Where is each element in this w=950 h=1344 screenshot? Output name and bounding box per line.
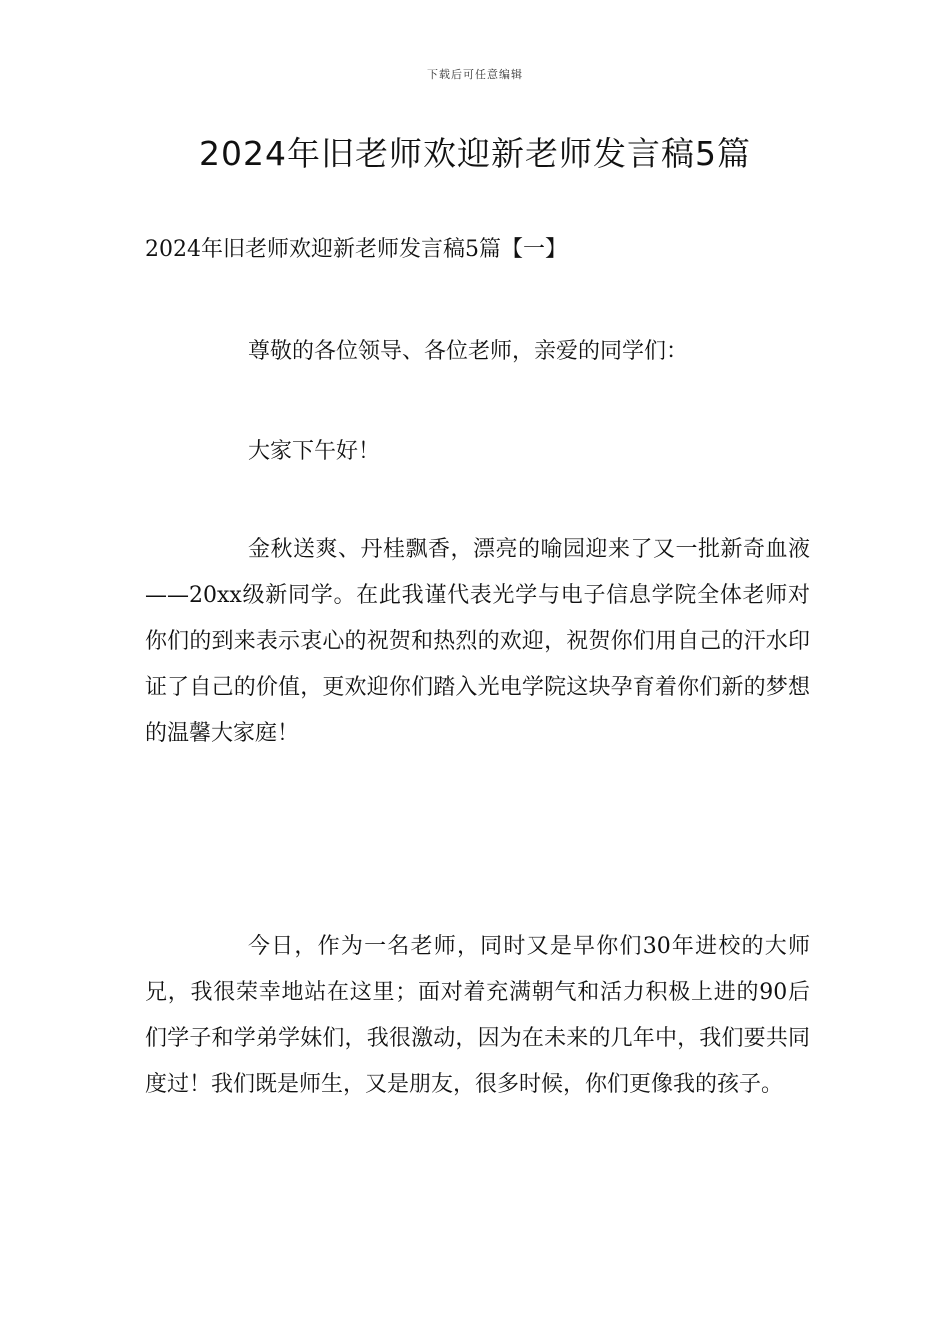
paragraph-welcome: 金秋送爽、丹桂飘香，漂亮的喻园迎来了又一批新奇血液——20xx级新同学。在此我谨代表光学与电子信息学院全体老师对你们的到来表示衷心的祝贺和热烈的欢迎，祝贺你们用自己的汗水印证了自己的价值，更欢迎你们踏入光电学院这块孕育着你们新的梦想的温馨大家庭！ <box>145 537 810 746</box>
paragraph-introduction: 今日，作为一名老师，同时又是早你们30年进校的大师兄，我很荣幸地站在这里；面对着充满朝气和活力积极上进的90后们学子和学弟学妹们，我很激动，因为在未来的几年中，我们要共同度过！我们既是师生，又是朋友，很多时候，你们更像我的孩子。 <box>145 934 810 1097</box>
header-note: 下载后可任意编辑 <box>427 68 523 81</box>
document-title: 2024年旧老师欢迎新老师发言稿5篇 <box>199 134 751 173</box>
paragraph-greeting: 尊敬的各位领导、各位老师，亲爱的同学们： <box>248 339 689 364</box>
paragraph-hello: 大家下午好！ <box>248 439 381 464</box>
section-heading: 2024年旧老师欢迎新老师发言稿5篇【一】 <box>145 237 567 262</box>
